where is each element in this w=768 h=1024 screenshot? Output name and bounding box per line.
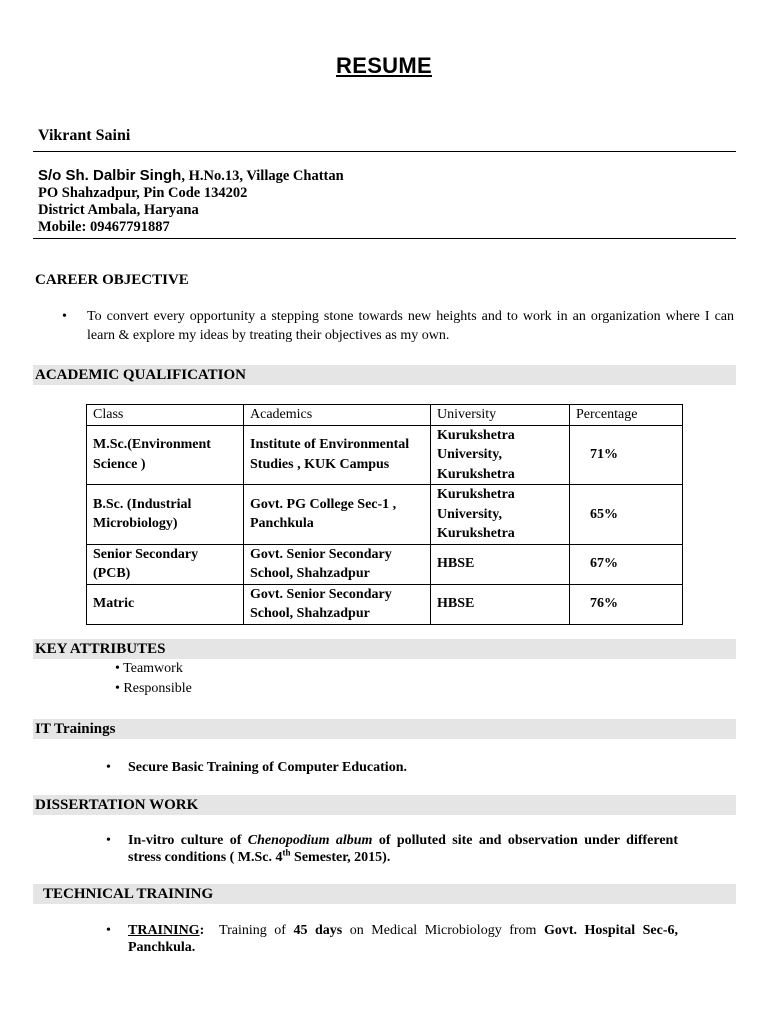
dissertation-heading: DISSERTATION WORK xyxy=(33,795,736,815)
divider-address xyxy=(33,238,736,239)
bullet-icon: • xyxy=(106,760,111,775)
bullet-icon: • xyxy=(115,661,124,676)
candidate-name: Vikrant Saini xyxy=(38,127,131,144)
cell-class: B.Sc. (Industrial Microbiology) xyxy=(87,485,244,545)
career-objective-item xyxy=(62,307,734,345)
training-duration: 45 days xyxy=(293,923,343,938)
father-name: S/o Sh. Dalbir Singh xyxy=(38,167,182,184)
table-row xyxy=(87,425,683,485)
academic-heading: ACADEMIC QUALIFICATION xyxy=(33,365,736,385)
table-row xyxy=(87,485,683,545)
address-block xyxy=(38,167,344,236)
key-attributes-heading: KEY ATTRIBUTES xyxy=(33,639,736,659)
cell-university: Kurukshetra University, Kurukshetra xyxy=(431,425,570,485)
list-item: • Responsible xyxy=(115,681,192,696)
cell-percentage: 67% xyxy=(570,544,683,584)
cell-university: HBSE xyxy=(431,584,570,624)
cell-class: Senior Secondary (PCB) xyxy=(87,544,244,584)
cell-academics: Govt. PG College Sec-1 , Panchkula xyxy=(244,485,431,545)
training-place: Govt. Hospital Sec-6, Panchkula. xyxy=(128,923,679,955)
resume-title: RESUME xyxy=(336,53,432,78)
career-objective-text: To convert every opportunity a stepping stone towards new heights and to work in an organization where I can learn & explore my ideas by treating their objectives as my own. xyxy=(87,309,734,343)
divider-top xyxy=(33,151,736,152)
key-attributes-list xyxy=(115,659,192,699)
list-item: • Teamwork xyxy=(115,661,183,676)
address-line-3: District Ambala, Haryana xyxy=(38,202,199,218)
table-row xyxy=(87,544,683,584)
table-row xyxy=(87,584,683,624)
training-label: TRAINING xyxy=(128,923,200,938)
column-header-academics: Academics xyxy=(244,405,431,426)
column-header-class: Class xyxy=(87,405,244,426)
cell-percentage: 76% xyxy=(570,584,683,624)
dissertation-text: In-vitro culture of Chenopodium album of polluted site and observation under different stress conditions ( M.Sc. 4th Semester, 2015). xyxy=(128,833,678,865)
cell-class: M.Sc.(Environment Science ) xyxy=(87,425,244,485)
career-objective-heading: CAREER OBJECTIVE xyxy=(35,272,189,288)
house-address: , H.No.13, Village Chattan xyxy=(181,168,344,184)
cell-percentage: 65% xyxy=(570,485,683,545)
column-header-percentage: Percentage xyxy=(570,405,683,426)
cell-university: HBSE xyxy=(431,544,570,584)
cell-class: Matric xyxy=(87,584,244,624)
address-line-1 xyxy=(38,167,344,185)
species-name: Chenopodium album xyxy=(247,833,373,848)
technical-training-text: TRAINING: Training of 45 days on Medical Microbiology from Govt. Hospital Sec-6, Panchkula. xyxy=(128,923,679,955)
bullet-icon: • xyxy=(62,309,67,324)
cell-academics: Govt. Senior Secondary School, Shahzadpur xyxy=(244,584,431,624)
mobile-line: Mobile: 09467791887 xyxy=(38,219,170,235)
bullet-icon: • xyxy=(106,923,111,938)
column-header-university: University xyxy=(431,405,570,426)
cell-percentage: 71% xyxy=(570,425,683,485)
table-header-row xyxy=(87,405,683,426)
technical-training-item xyxy=(106,922,678,956)
bullet-icon: • xyxy=(106,833,111,848)
it-training-text: Secure Basic Training of Computer Education. xyxy=(128,760,407,775)
cell-academics: Govt. Senior Secondary School, Shahzadpur xyxy=(244,544,431,584)
it-trainings-heading: IT Trainings xyxy=(33,719,736,739)
cell-university: Kurukshetra University, Kurukshetra xyxy=(431,485,570,545)
it-training-item xyxy=(106,759,678,776)
technical-training-heading: TECHNICAL TRAINING xyxy=(33,884,736,904)
cell-academics: Institute of Environmental Studies , KUK Campus xyxy=(244,425,431,485)
academic-table xyxy=(86,404,683,625)
bullet-icon: • xyxy=(115,681,124,696)
dissertation-item xyxy=(106,832,678,866)
address-line-2: PO Shahzadpur, Pin Code 134202 xyxy=(38,185,248,201)
